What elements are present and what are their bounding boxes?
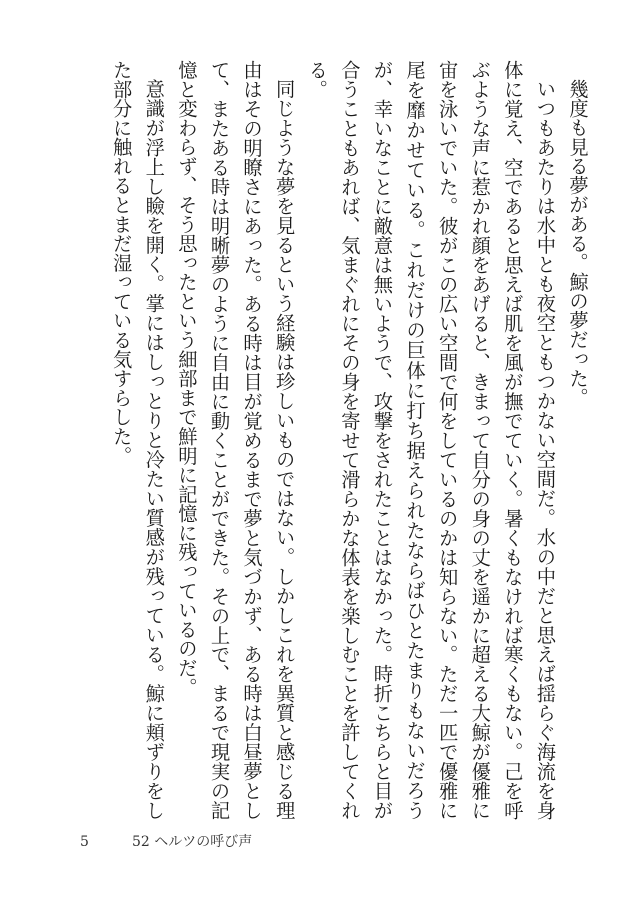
page-number: 5 <box>80 834 89 850</box>
paragraph-1: 幾度も見る夢がある。鯨の夢だった。 <box>566 79 589 408</box>
vertical-body-text <box>68 60 593 820</box>
page-footer <box>80 831 252 851</box>
paragraph-3: 同じような夢を見るという経験は珍しいものではない。しかしこれを異質と感じる理由はその明瞭さにあった。ある時は目が覚めるまで夢と気づかず、ある時は白昼夢として、またある時は明晰夢のように自由に動くことができた。その上で、まるで現実の記憶と変わらず、そう思ったという細部まで鮮明に記憶に残っているのだ。 <box>174 60 296 820</box>
paragraph-4: 意識が浮上し瞼を開く。掌にはしっとりと冷たい質感が残っている。鯨に頬ずりをした部分に触れるとまだ湿っている気すらした。 <box>109 60 166 820</box>
paragraph-2: いつもあたりは水中とも夜空ともつかない空間だ。水の中だと思えば揺らぐ海流を身体に覚え、空であると思えば肌を風が撫でていく。暑くもなければ寒くもない。己を呼ぶような声に惹かれ顔をあげると、きまって自分の身の丈を遥かに超える大鯨が優雅に宙を泳いでいた。彼がこの広い空間で何をしているのかは知らない。ただ一匹で優雅に尾を靡かせている。これだけの巨体に打ち据えられたならばひとたまりもないだろうが、幸いなことに敵意は無いようで、攻撃をされたことはなかった。時折こちらと目が合うこともあれば、気まぐれにその身を寄せて滑らかな体表を楽しむことを許してくれる。 <box>305 60 557 820</box>
book-title: 52 ヘルツの呼び声 <box>132 834 253 850</box>
